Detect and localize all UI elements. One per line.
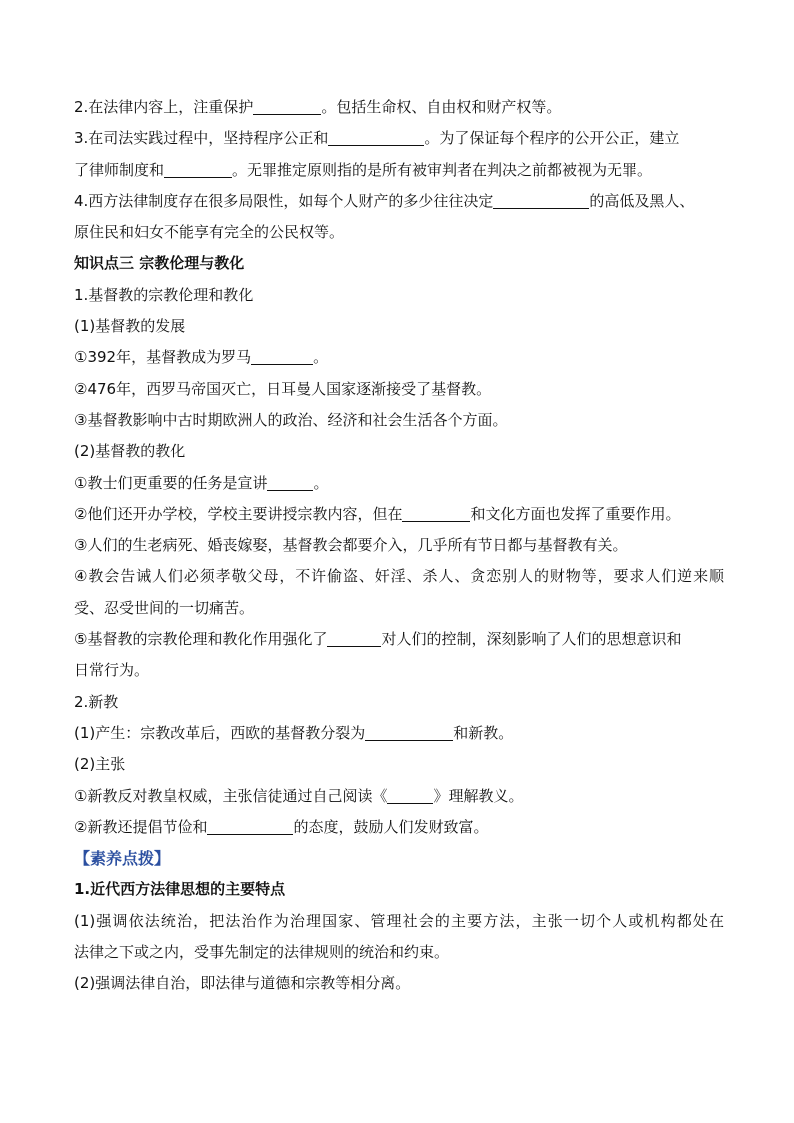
paragraph-line xyxy=(74,155,724,186)
text: 2.在法律内容上，注重保护 xyxy=(74,98,254,116)
paragraph-line xyxy=(74,812,724,843)
text: 。 xyxy=(313,473,329,492)
text: 。无罪推定原则指的是所有被审判者在判决之前都被视为无罪。 xyxy=(232,160,653,179)
paragraph-line: (1)强调依法统治，把法治作为治理国家、管理社会的主要方法，主张一切个人或机构都处在 xyxy=(74,911,724,930)
text: ①教士们更重要的任务是宣讲 xyxy=(74,473,268,492)
paragraph-line: 1.基督教的宗教伦理和教化 xyxy=(74,285,254,304)
paragraph-line: ②476年，西罗马帝国灭亡，日耳曼人国家逐渐接受了基督教。 xyxy=(74,379,492,398)
text: 了律师制度和 xyxy=(74,160,165,179)
fill-in-blank[interactable] xyxy=(251,348,313,365)
paragraph-line xyxy=(74,468,724,499)
text: 4.西方法律制度存在很多局限性，如每个人财产的多少往往决定 xyxy=(74,191,494,210)
paragraph-line: (1)基督教的发展 xyxy=(74,317,186,336)
paragraph-line: (2)强调法律自治，即法律与道德和宗教等相分离。 xyxy=(74,974,411,993)
paragraph-line: 受、忍受世间的一切痛苦。 xyxy=(74,598,255,617)
fill-in-blank[interactable] xyxy=(387,787,433,804)
text: (1)产生：宗教改革后，西欧的基督教分裂为 xyxy=(74,723,366,742)
paragraph-line: ③人们的生老病死、婚丧嫁娶，基督教会都要介入，几乎所有节日都与基督教有关。 xyxy=(74,536,628,555)
text: 。 xyxy=(313,348,329,367)
text: ①新教反对教皇权威，主张信徒通过自己阅读《 xyxy=(74,786,388,805)
fill-in-blank[interactable] xyxy=(327,630,381,647)
fill-in-blank[interactable] xyxy=(365,724,453,741)
fill-in-blank[interactable] xyxy=(493,192,589,209)
section-heading: 知识点三 宗教伦理与教化 xyxy=(74,254,245,273)
paragraph-line: 日常行为。 xyxy=(74,661,150,680)
paragraph-line xyxy=(74,342,724,373)
subheading: 1.近代西方法律思想的主要特点 xyxy=(74,880,286,899)
paragraph-line: ④教会告诫人们必须孝敬父母，不许偷盗、奸淫、杀人、贪恋别人的财物等，要求人们逆来顺 xyxy=(74,567,724,586)
paragraph-line: 2.新教 xyxy=(74,692,119,711)
text: 的高低及黑人、 xyxy=(589,191,695,210)
paragraph-line xyxy=(74,781,724,812)
paragraph-line xyxy=(74,499,724,530)
paragraph-line xyxy=(74,186,724,217)
section-heading-highlight: 【素养点拨】 xyxy=(74,849,171,869)
text: ⑤基督教的宗教伦理和教化作用强化了 xyxy=(74,630,328,649)
paragraph-line: 法律之下或之内，受事先制定的法律规则的统治和约束。 xyxy=(74,943,450,962)
text: ②新教还提倡节俭和 xyxy=(74,817,208,836)
text: 的态度，鼓励人们发财致富。 xyxy=(293,817,489,836)
paragraph-line xyxy=(74,123,724,154)
paragraph-line xyxy=(74,92,724,123)
text: 。为了保证每个程序的公开公正，建立 xyxy=(424,129,680,148)
text: 》理解教义。 xyxy=(433,786,524,805)
paragraph-line xyxy=(74,624,724,655)
text: ①392年，基督教成为罗马 xyxy=(74,348,252,367)
paragraph-line: (2)主张 xyxy=(74,755,126,774)
paragraph-line xyxy=(74,718,724,749)
text: 对人们的控制，深刻影响了人们的思想意识和 xyxy=(381,630,682,649)
paragraph-line: ③基督教影响中古时期欧洲人的政治、经济和社会生活各个方面。 xyxy=(74,410,508,429)
fill-in-blank[interactable] xyxy=(267,474,313,491)
fill-in-blank[interactable] xyxy=(253,98,321,115)
text: 。包括生命权、自由权和财产权等。 xyxy=(321,98,562,116)
paragraph-line: (2)基督教的教化 xyxy=(74,442,186,461)
text: ②他们还开办学校，学校主要讲授宗教内容，但在 xyxy=(74,504,403,523)
fill-in-blank[interactable] xyxy=(164,161,232,178)
paragraph-line: 原住民和妇女不能享有完全的公民权等。 xyxy=(74,223,345,242)
document-page xyxy=(74,92,724,1000)
fill-in-blank[interactable] xyxy=(402,505,470,522)
fill-in-blank[interactable] xyxy=(207,818,293,835)
text: 和文化方面也发挥了重要作用。 xyxy=(470,504,681,523)
fill-in-blank[interactable] xyxy=(328,129,424,146)
text: 和新教。 xyxy=(453,723,514,742)
text: 3.在司法实践过程中，坚持程序公正和 xyxy=(74,129,329,148)
